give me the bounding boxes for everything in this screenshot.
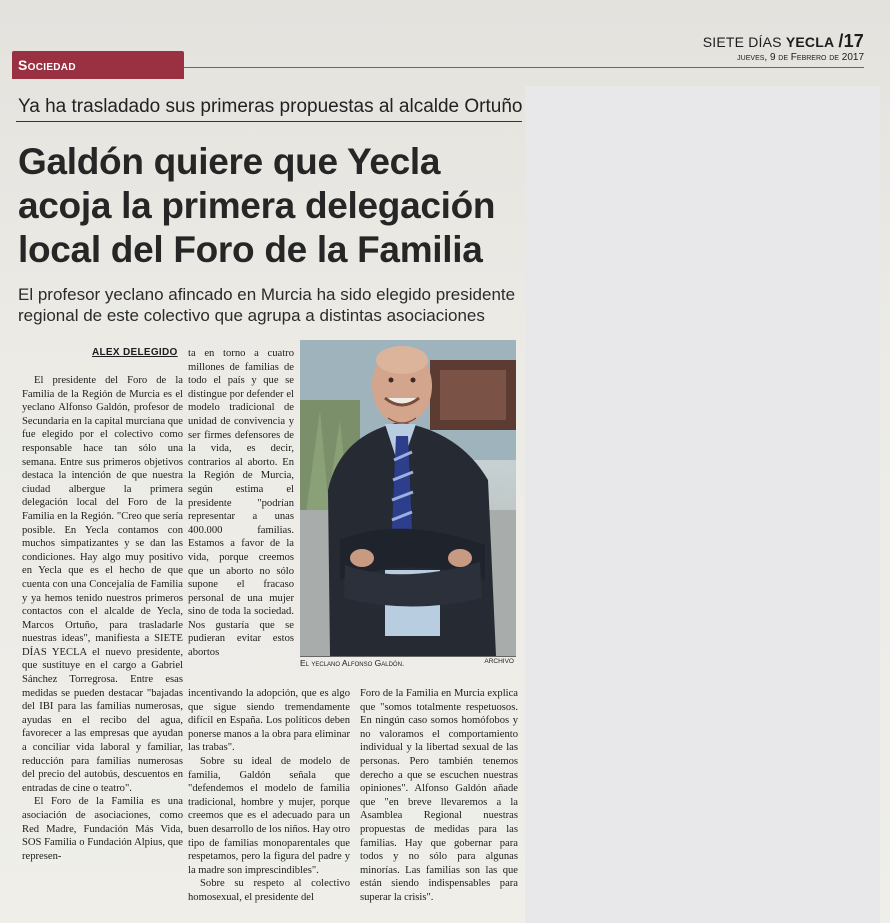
publication-name: SIETE DÍAS (702, 34, 782, 50)
masthead-publication (703, 32, 864, 50)
column-1 (22, 374, 183, 863)
section-label: Sociedad (18, 57, 76, 73)
blank-panel (525, 86, 880, 923)
kicker-rule (16, 121, 522, 122)
photo-credit: ARCHIVO (484, 658, 514, 665)
publication-town: YECLA (785, 34, 835, 50)
paragraph: El presidente del Foro de la Familia de la Región de Murcia es el yeclano Alfonso Galdón, profesor de Secundaria en la capital murciana que fue elegido por el colectivo como responsable hace tan sólo una semana. Entre sus primeros objetivos destaca la intención de que nuestra ciudad albergue la primera delegación local del Foro de la Familia en la Región. "Creo que sería posible. En Yecla contamos con muchos simpatizantes y se dan las condiciones. Hay algo muy positivo en Yecla que es el hecho de que cuenta con una Concejalía de Familia y ya hemos tenido nuestros primeros contactos con el alcalde de Yecla, Marcos Ortuño, para trasladarle nuestras ideas", manifiesta a SIETE DÍAS YECLA el nuevo presidente, que sustituye en el cargo a Gabriel Sánchez Torregrosa. Entre esas medidas se pueden destacar "bajadas del IBI para las familias numerosas, ayudas en el recibo del agua, favorecer a las empresas que ayudan a conciliar vida laboral y familiar, reducción para familias numerosas del precio del autobús, descuentos en entradas de cine o teatro". (22, 375, 183, 794)
column-3 (360, 687, 518, 905)
article-subhead: El profesor yeclano afincado en Murcia ha sido elegido presidente regional de este colectivo que agrupa a distintas asociaciones (18, 285, 516, 325)
section-tab (12, 51, 184, 79)
paragraph: Foro de la Familia en Murcia explica que "somos totalmente respetuosos. En ningún caso somos homófobos y no valoramos el comportamiento individual y la libertad sexual de las personas. Pero también tenemos derecho a que se escuchen nuestras opiniones". Alfonso Galdón añade que "en breve llevaremos a la Asamblea Regional nuestras propuestas de medidas para las familias. Hay que gobernar para todos y no sólo para algunas minorías. Las familias son las que están siendo indispensables para superar la crisis". (360, 688, 518, 903)
portrait-illustration (300, 340, 516, 656)
page-number: /17 (838, 31, 864, 51)
paragraph: ta en torno a cuatro millones de familias de todo el país y que se distingue por defender el modelo tradicional de unidad de convivencia y ser firmes defensores de la vida, es decir, contrarios al aborto. En la Región de Murcia, según estima el presidente "podrían representar a unas 400.000 familias. Estamos a favor de la vida, porque creemos que un aborto no sólo supone el fracaso personal de una mujer sino de toda la sociedad. Nos gustaría que se pudieran evitar estos abortos (188, 348, 294, 659)
issue-date: jueves, 9 de Febrero de 2017 (737, 52, 864, 63)
column-2 (188, 347, 294, 660)
paragraph: El Foro de la Familia es una asociación de asociaciones, como Red Madre, Fundación Más Vida, SOS Familia o Fundación Alpius, que represen- (22, 796, 183, 862)
header-rule (184, 67, 864, 68)
article-headline: Galdón quiere que Yecla acoja la primera delegación local del Foro de la Familia (18, 141, 496, 270)
paragraph: incentivando la adopción, que es algo que sigue siendo tremendamente difícil en España. Los políticos deben ponerse manos a la obra para eliminar las trabas". (188, 688, 350, 754)
paragraph: Sobre su respeto al colectivo homosexual, el presidente del (188, 878, 350, 903)
paragraph: Sobre su ideal de modelo de familia, Galdón señala que "defendemos el modelo de familia tradicional, hombre y mujer, porque creemos que es el adecuado para un buen desarrollo de los niños. Hay otro tipo de familias monoparentales que respetamos, pero la figura del padre y la madre son imprescindibles". (188, 755, 350, 876)
column-2-lower (188, 687, 350, 905)
portrait-photo (300, 340, 516, 656)
article-byline: ALEX DELEGIDO (92, 347, 178, 358)
caption-text: El yeclano Alfonso Galdón. (300, 658, 405, 668)
article-kicker: Ya ha trasladado sus primeras propuestas al alcalde Ortuño (18, 96, 523, 117)
masthead (703, 32, 864, 63)
photo-caption (300, 656, 516, 668)
